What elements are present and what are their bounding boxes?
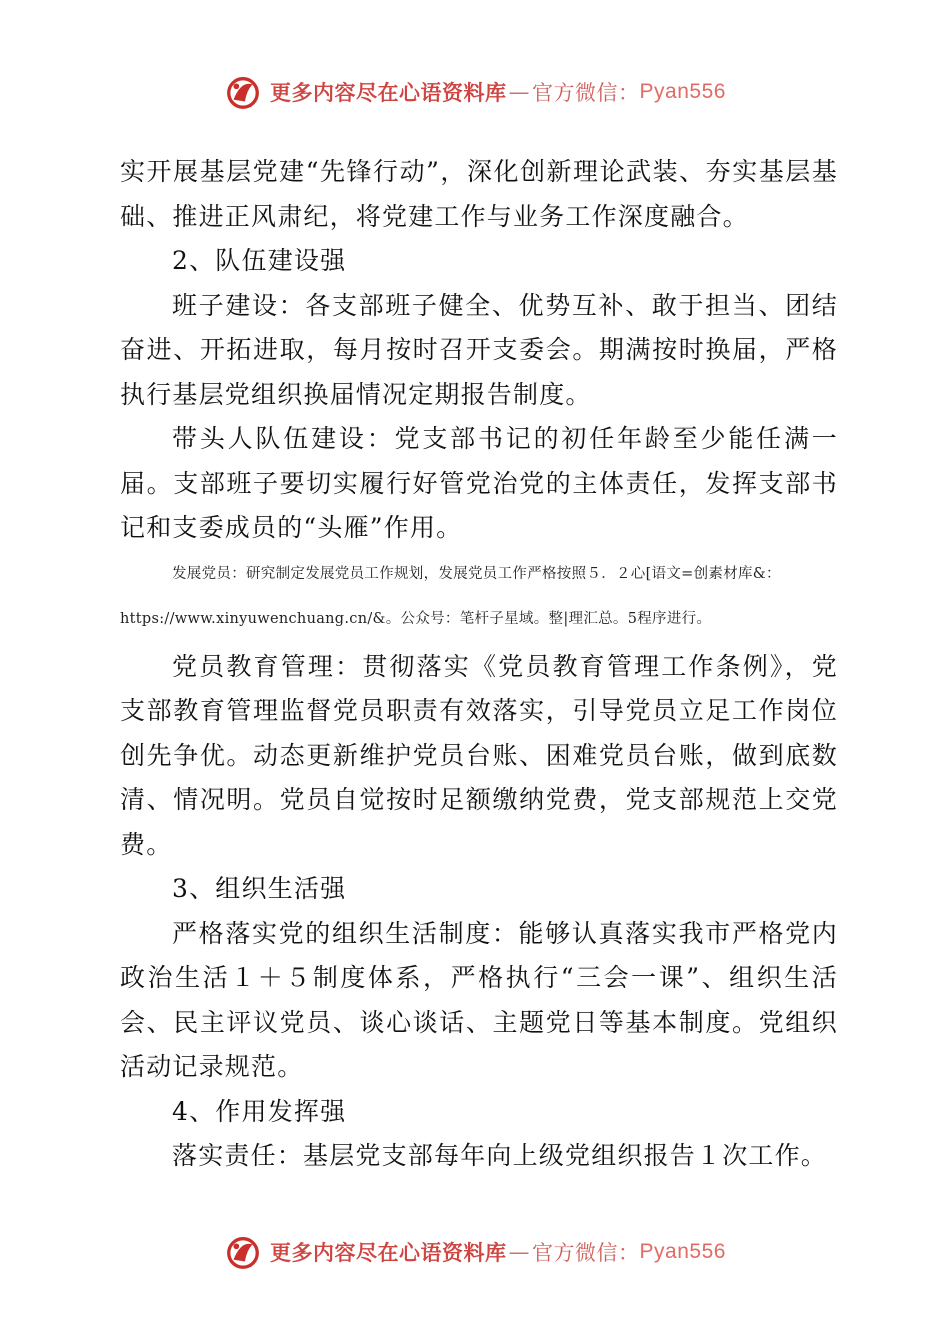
small-print-line-1: 发展党员：研究制定发展党员工作规划，发展党员工作严格按照５．２心[语文=创素材库&： bbox=[172, 565, 781, 582]
watermark-dash: — bbox=[508, 1240, 531, 1264]
watermark-wechat-id: Pyan556 bbox=[639, 1240, 726, 1263]
paragraph-responsibility: 落实责任：基层党支部每年向上级党组织报告１次工作。 bbox=[172, 1141, 828, 1170]
watermark-official-label: 官方微信： bbox=[532, 1241, 640, 1265]
heading-organization-life: 3、组织生活强 bbox=[172, 874, 347, 903]
brush-seal-icon bbox=[224, 73, 262, 111]
watermark-brand: 更多内容尽在心语资料库 bbox=[270, 81, 507, 105]
heading-team-building: 2、队伍建设强 bbox=[172, 246, 347, 275]
small-print-line-2: https://www.xinyuwenchuang.cn/&。公众号：笔杆子星域。整|理汇总。5程序进行。 bbox=[120, 610, 712, 627]
watermark-wechat-id: Pyan556 bbox=[639, 80, 726, 103]
watermark-dash: — bbox=[508, 80, 531, 104]
brush-seal-icon bbox=[224, 1233, 262, 1271]
heading-role-play: 4、作用发挥强 bbox=[172, 1096, 347, 1126]
paragraph-member-education: 党员教育管理：贯彻落实《党员教育管理工作条例》，党支部教育管理监督党员职责有效落实，引导党员立足工作岗位创先争优。动态更新维护党员台账、困难党员台账，做到底数清、情况明。党员自觉按时足额缴纳党费，党支部规范上交党费。 bbox=[120, 651, 838, 859]
small-print-block bbox=[120, 555, 838, 645]
paragraph-organization-life: 严格落实党的组织生活制度：能够认真落实我市严格党内政治生活１＋５制度体系，严格执行“三会一课”、组织生活会、民主评议党员、谈心谈话、主题党日等基本制度。党组织活动记录规范。 bbox=[120, 918, 838, 1081]
document-body bbox=[120, 150, 838, 1179]
header-watermark bbox=[0, 70, 950, 114]
paragraph-1: 实开展基层党建“先锋行动”，深化创新理论武装、夯实基层基础、推进正风肃纪，将党建工作与业务工作深度融合。 bbox=[120, 157, 838, 231]
paragraph-leadership-building: 班子建设：各支部班子健全、优势互补、敢于担当、团结奋进、开拓进取，每月按时召开支委会。期满按时换届，严格执行基层党组织换届情况定期报告制度。 bbox=[120, 290, 838, 409]
watermark-brand: 更多内容尽在心语资料库 bbox=[270, 1241, 507, 1265]
watermark-official-label: 官方微信： bbox=[532, 81, 640, 105]
footer-watermark bbox=[0, 1230, 950, 1274]
paragraph-leader-team: 带头人队伍建设：党支部书记的初任年龄至少能任满一届。支部班子要切实履行好管党治党的主体责任，发挥支部书记和支委成员的“头雁”作用。 bbox=[120, 424, 838, 542]
